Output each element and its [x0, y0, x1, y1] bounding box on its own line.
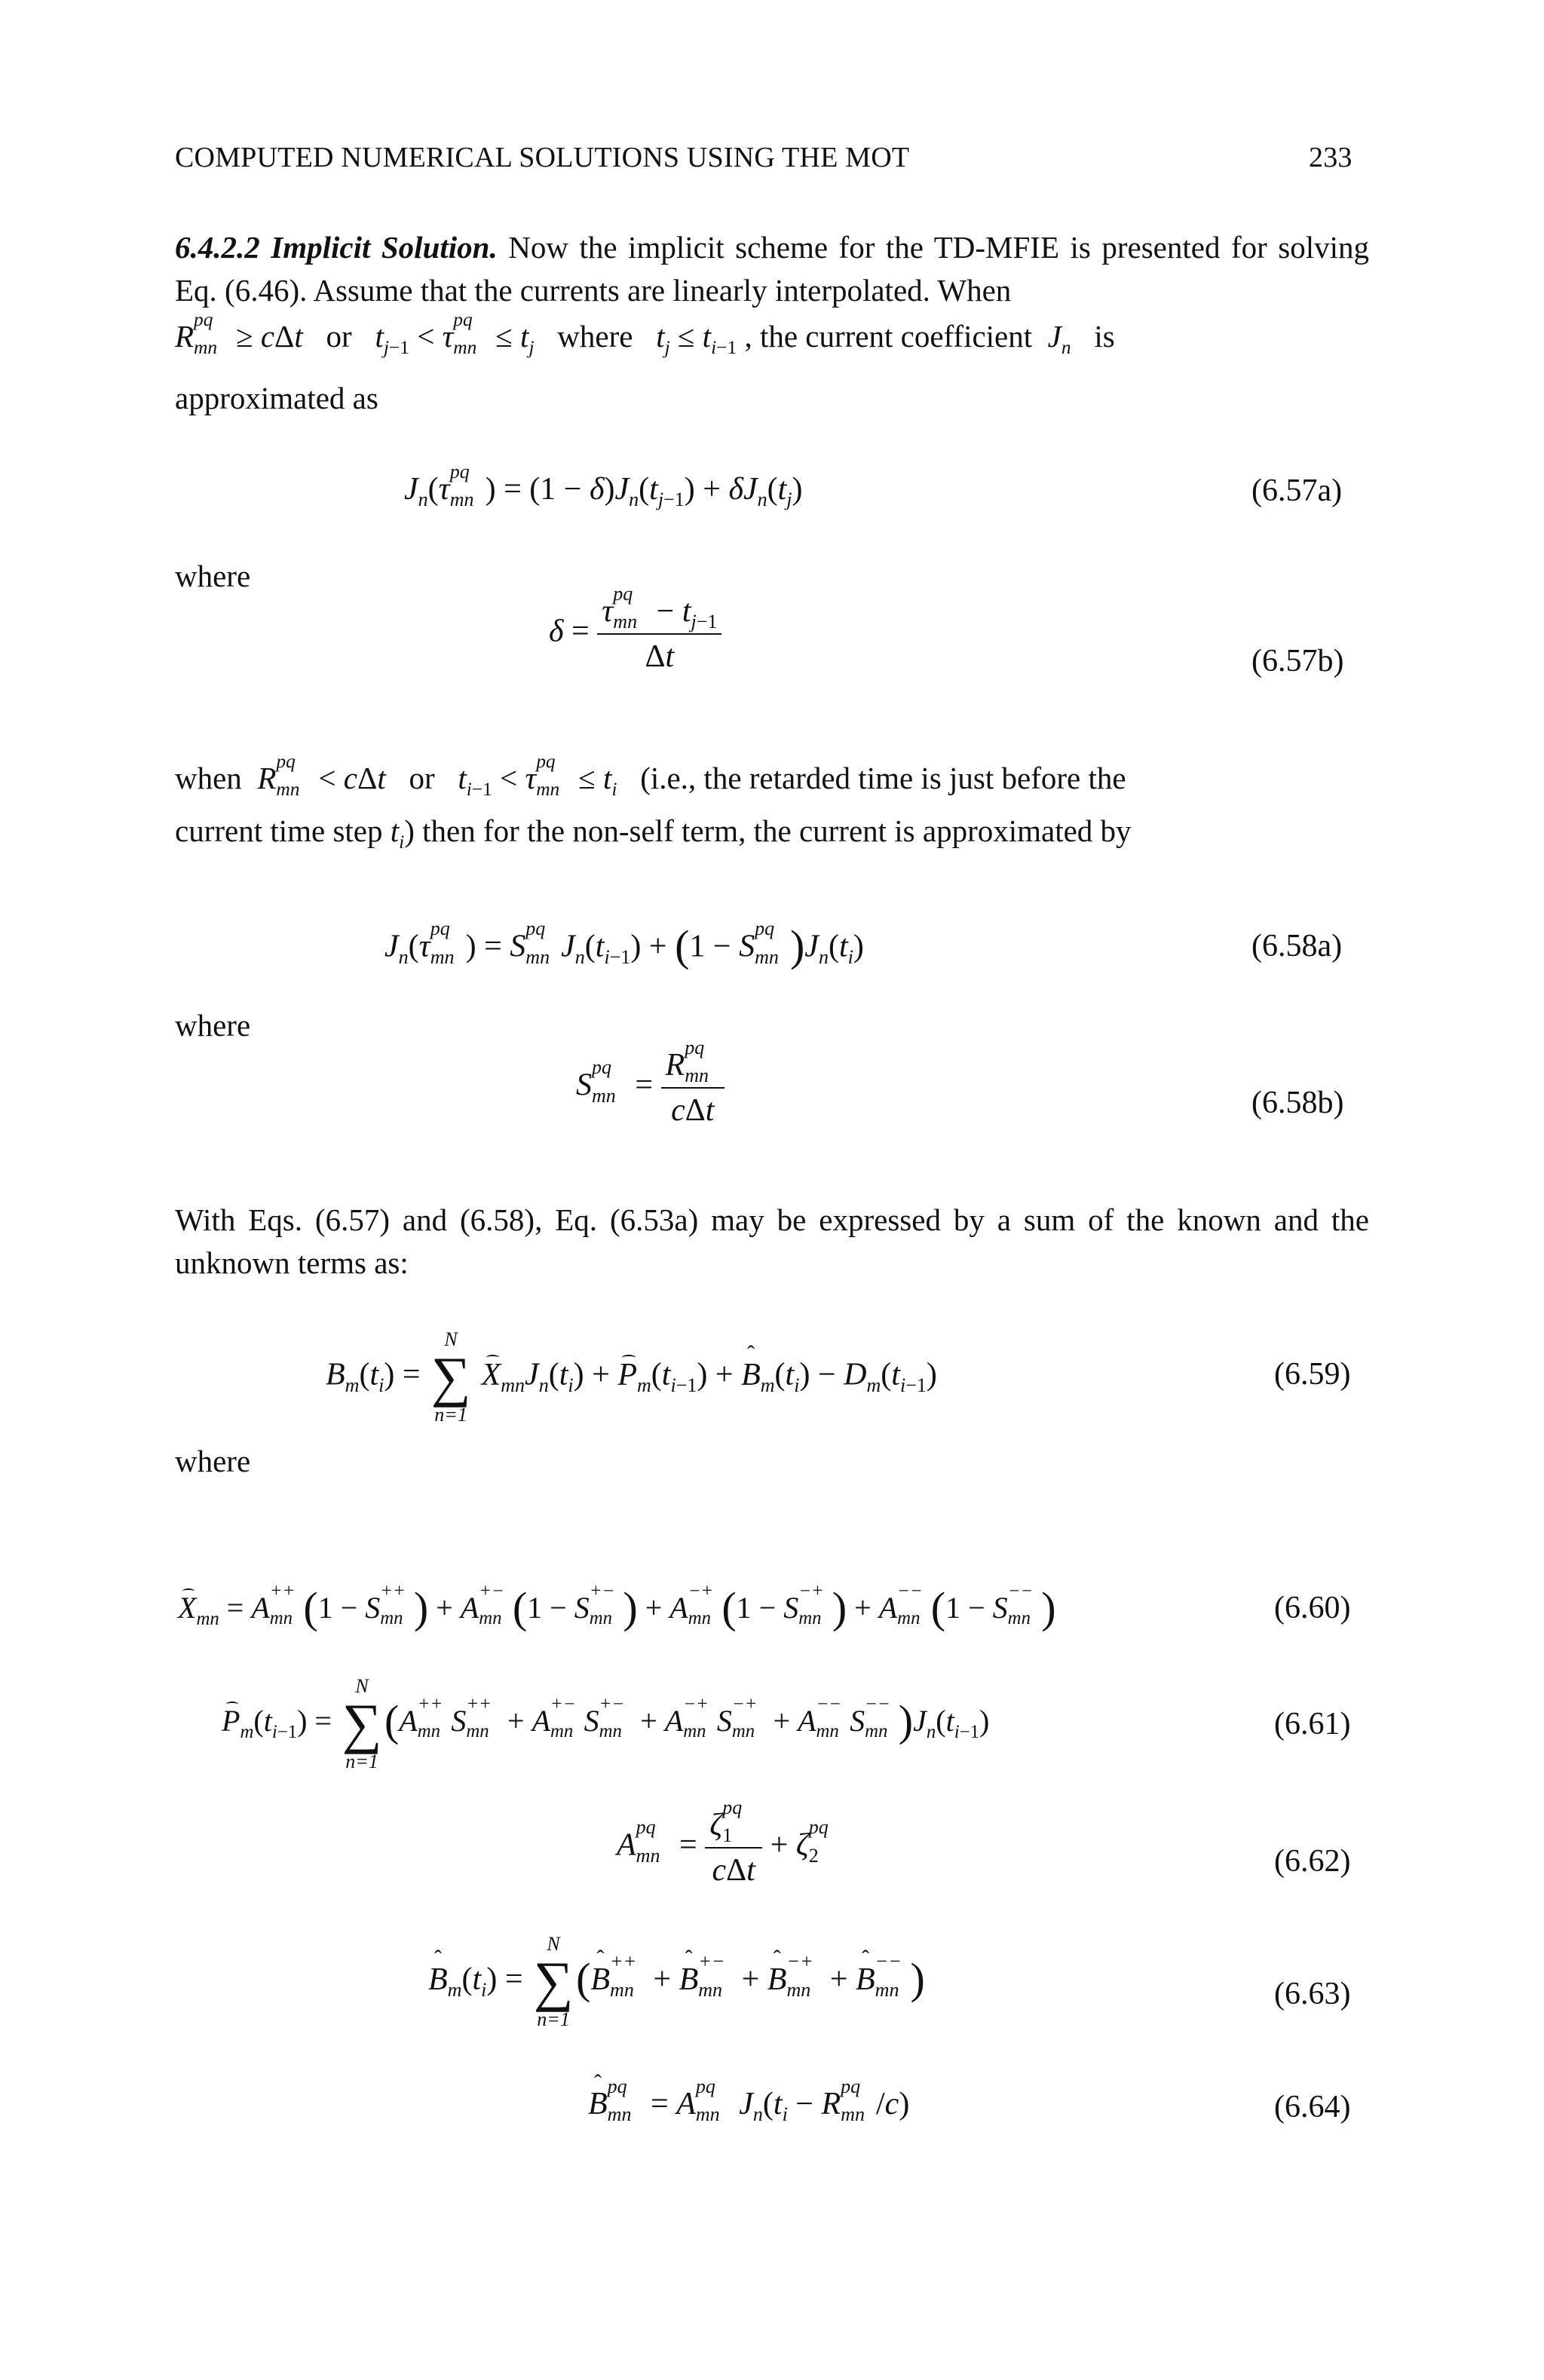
where-label-3: where	[175, 1444, 251, 1478]
equation-6-61: $P_m(t_{i-1})$ = N ∑ n=1 (A ++ mn S ++ mn + A +− mn S +− mn + A −+ mn S −+ mn + A −− mn S −− mn )$J_n(t_{i-1})$	[222, 1675, 990, 1772]
ie-text: (i.e., the retarded time is just before the	[640, 761, 1126, 795]
or-text-2: or	[409, 761, 435, 795]
where-label-2: where	[175, 1008, 251, 1043]
is-text: is	[1094, 319, 1115, 354]
section-title: Implicit Solution.	[271, 230, 498, 265]
current-step-line: current time step $t_i$) then for the non-self term, the current is approximated by	[175, 813, 1132, 853]
current-step-text: current time step	[175, 813, 383, 848]
equation-6-60: $X_{mn} = A$ ++ mn (1 − S ++ mn ) + A +− mn (1 − S +− mn ) + A −+ mn (1 − S −+ mn ) + A −− mn (1 − S −− mn )	[178, 1581, 1056, 1632]
eq-number-6-58b: (6.58b)	[1251, 1086, 1344, 1120]
eq-number-6-57b: (6.57b)	[1251, 644, 1344, 678]
eq-number-6-59: (6.59)	[1274, 1357, 1351, 1392]
with-eqs-paragraph: With Eqs. (6.57) and (6.58), Eq. (6.53a) may be expressed by a sum of the known and the unknown terms as:	[175, 1202, 1369, 1280]
when-text: when	[175, 761, 242, 795]
eq-number-6-60: (6.60)	[1274, 1591, 1351, 1625]
equation-6-62: A pq mn = ζ pq 1 cΔt + ζ pq 2	[617, 1796, 829, 1888]
equation-6-57b: δ = τ pq mn − $t_{j-1}$ Δt	[549, 596, 721, 672]
running-title: COMPUTED NUMERICAL SOLUTIONS USING THE MOT	[175, 142, 910, 173]
page-number: 233	[1309, 142, 1353, 173]
where-text: where	[557, 319, 633, 354]
section-intro-text: Now the implicit scheme for the TD-MFIE is presented for solving Eq. (6.46). Assume that the currents are linearly interpolated. When	[175, 230, 1369, 308]
eq-number-6-62: (6.62)	[1274, 1844, 1351, 1879]
eq-number-6-61: (6.61)	[1274, 1707, 1351, 1741]
approximated-as: approximated as	[175, 381, 378, 415]
eq-number-6-64: (6.64)	[1274, 2090, 1351, 2124]
where-label: where	[175, 559, 251, 593]
section-number: 6.4.2.2	[175, 230, 260, 265]
eq-number-6-63: (6.63)	[1274, 1977, 1351, 2011]
coefficient-text: , the current coefficient	[744, 319, 1033, 354]
equation-6-58a: $J_n(\tau$ pq mn ) = S pq mn $J_n(t_{i-1}) + (1 - S$ pq mn )$J_n(t_i)$	[384, 917, 864, 970]
equation-6-57a: $J_n(\tau$ pq mn ) = $(1 - \delta)J_n(t_{j-1}) + \delta J_n(t_j)$	[404, 460, 803, 511]
equation-6-58b: S pq mn = R pq mn cΔt	[576, 1049, 725, 1126]
or-text: or	[326, 319, 352, 354]
eq-number-6-58a: (6.58a)	[1251, 929, 1343, 963]
when-line: when R pq mn < cΔt or $t_{i-1} < \tau$ pq mn ≤ $t_i$ (i.e., the retarded time is just before the	[175, 750, 1126, 800]
equation-6-59: $B_m(t_i)$ = N ∑ n=1 $X_{mn}J_n(t_i) + P_m(t_{i-1})$ + ˆ $B_m(t_i) - D_m(t_{i-1})$	[326, 1330, 937, 1425]
equation-6-63: ˆ $B_m(t_i)$ = N ∑ n=1 (ˆ B ++ mn + ˆ B +− mn + ˆ B −+ mn + ˆ B −− mn )	[428, 1934, 925, 2029]
section-intro	[175, 226, 1369, 312]
non-self-text: ) then for the non-self term, the current is approximated by	[404, 813, 1132, 848]
equation-6-64: ˆ B pq mn = A pq mn $J_n(t_i - R$ pq mn /c)	[588, 2088, 909, 2120]
condition-line: R pq mn ≥ cΔt or $t_{j-1} < \tau$ pq mn ≤ $t_j$ where $t_j \le t_{i-1}$ , the current coefficient $J_n$ is	[175, 308, 1115, 358]
eq-number-6-57a: (6.57a)	[1251, 473, 1343, 508]
